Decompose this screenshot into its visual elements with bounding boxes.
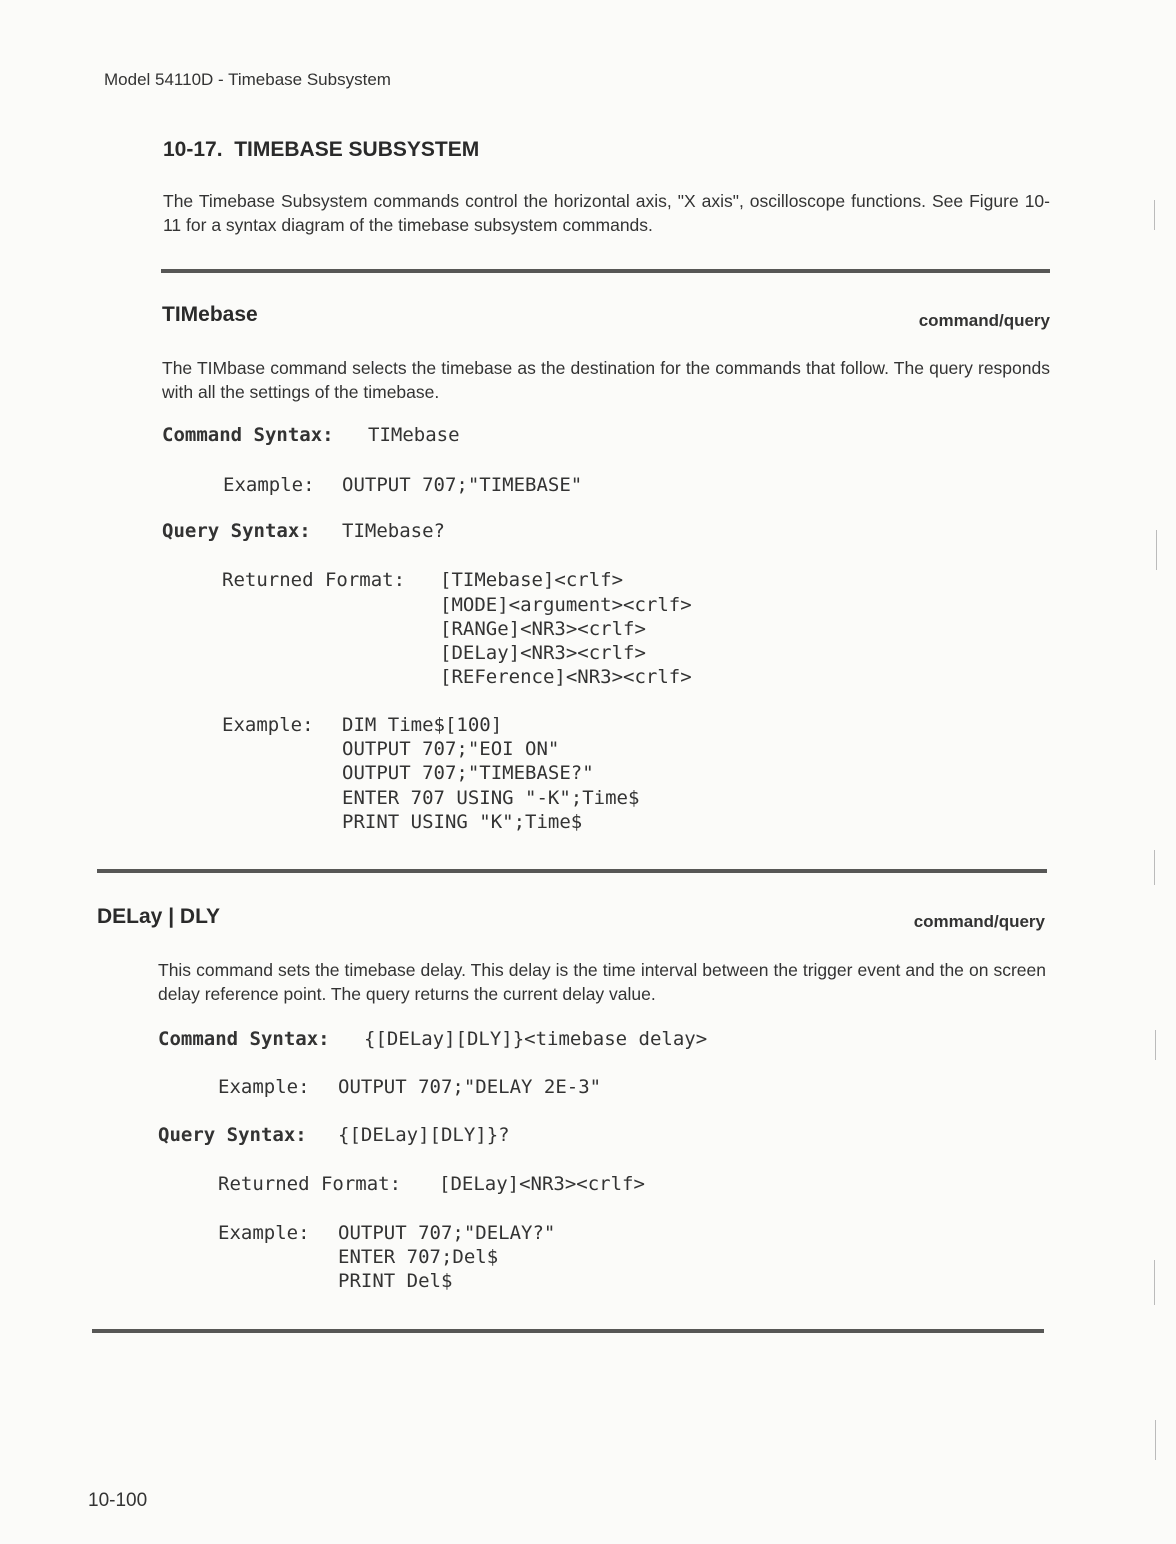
divider-3 — [92, 1329, 1044, 1333]
section-intro: The Timebase Subsystem commands control the horizontal axis, "X axis", oscilloscope functions. See Figure 10-11 for a syntax diagram of the timebase subsystem commands. — [163, 191, 1050, 235]
timebase-query-example-label: Example: — [222, 714, 314, 736]
delay-query-syntax-value: {[DELay][DLY]}? — [338, 1124, 510, 1146]
delay-query-example-label: Example: — [218, 1222, 310, 1244]
timebase-title: TIMebase — [162, 303, 258, 326]
delay-query-example-line: PRINT Del$ — [338, 1270, 453, 1292]
timebase-returned-format-line: [DELay]<NR3><crlf> — [440, 642, 646, 664]
scan-edge-mark — [1154, 200, 1155, 230]
delay-type-label: command/query — [913, 912, 1045, 931]
delay-query-example-line: OUTPUT 707;"DELAY?" — [338, 1222, 556, 1244]
delay-returned-format-label: Returned Format: — [218, 1173, 402, 1195]
delay-returned-format-value: [DELay]<NR3><crlf> — [439, 1173, 645, 1195]
timebase-returned-format-label: Returned Format: — [222, 569, 406, 591]
timebase-returned-format-line: [TIMebase]<crlf> — [440, 569, 624, 591]
timebase-query-example-line: OUTPUT 707;"TIMEBASE?" — [342, 762, 594, 784]
scan-edge-mark — [1156, 530, 1157, 570]
timebase-command-syntax-label: Command Syntax: — [162, 424, 334, 446]
delay-command-example-value: OUTPUT 707;"DELAY 2E-3" — [338, 1076, 602, 1098]
section-heading: 10-17. TIMEBASE SUBSYSTEM — [163, 138, 480, 161]
timebase-returned-format-line: [RANGe]<NR3><crlf> — [440, 618, 646, 640]
delay-command-syntax-value: {[DELay][DLY]}<timebase delay> — [364, 1028, 708, 1050]
divider-2 — [97, 869, 1047, 873]
timebase-query-example-line: OUTPUT 707;"EOI ON" — [342, 738, 560, 760]
timebase-query-syntax-value: TIMebase? — [342, 520, 445, 542]
delay-description: This command sets the timebase delay. This delay is the time interval between the trigger event and the on screen delay reference point. The query returns the current delay value. — [158, 960, 1046, 1004]
delay-command-syntax-label: Command Syntax: — [158, 1028, 330, 1050]
scan-edge-mark — [1154, 1260, 1155, 1305]
timebase-query-syntax-label: Query Syntax: — [162, 520, 311, 542]
timebase-returned-format-line: [REFerence]<NR3><crlf> — [440, 666, 692, 688]
delay-query-syntax-label: Query Syntax: — [158, 1124, 307, 1146]
timebase-command-example-value: OUTPUT 707;"TIMEBASE" — [342, 474, 583, 496]
timebase-type-label: command/query — [918, 311, 1050, 330]
running-header: Model 54110D - Timebase Subsystem — [104, 70, 391, 89]
scan-edge-mark — [1155, 1030, 1156, 1060]
timebase-returned-format-line: [MODE]<argument><crlf> — [440, 594, 692, 616]
timebase-query-example-line: DIM Time$[100] — [342, 714, 503, 736]
scan-edge-mark — [1155, 1420, 1156, 1460]
timebase-command-syntax-value: TIMebase — [368, 424, 460, 446]
delay-title: DELay | DLY — [97, 905, 220, 928]
timebase-query-example-line: PRINT USING "K";Time$ — [342, 811, 583, 833]
timebase-query-example-line: ENTER 707 USING "-K";Time$ — [342, 787, 640, 809]
scan-edge-mark — [1154, 850, 1155, 885]
delay-command-example-label: Example: — [218, 1076, 310, 1098]
divider-1 — [161, 269, 1050, 273]
page-number: 10-100 — [88, 1490, 148, 1511]
delay-query-example-line: ENTER 707;Del$ — [338, 1246, 499, 1268]
timebase-command-example-label: Example: — [223, 474, 315, 496]
timebase-description: The TIMbase command selects the timebase as the destination for the commands that follow. The query responds with all the settings of the timebase. — [162, 358, 1050, 402]
